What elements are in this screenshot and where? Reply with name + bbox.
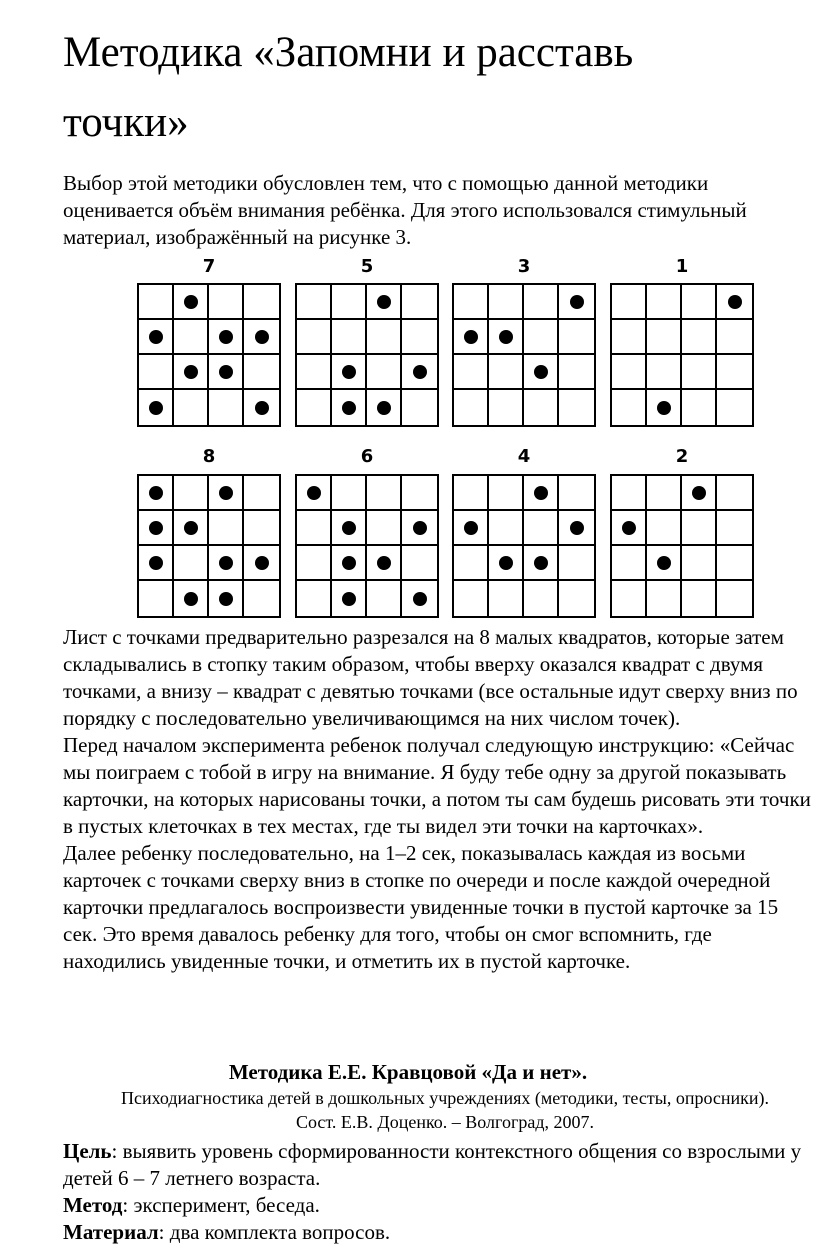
- grid-cell: [402, 546, 437, 581]
- grid-cell: [612, 581, 647, 616]
- card-number: 2: [675, 446, 689, 467]
- grid-cell: [139, 285, 174, 320]
- grid-cell: [612, 355, 647, 390]
- grid-cell: [209, 581, 244, 616]
- grid-cell: [367, 511, 402, 546]
- grid-cell: [297, 285, 332, 320]
- grid-cell: [367, 546, 402, 581]
- card-grid: [137, 474, 281, 618]
- grid-cell: [402, 511, 437, 546]
- grid-cell: [209, 355, 244, 390]
- dot-mark: [255, 330, 269, 344]
- grid-cell: [647, 390, 682, 425]
- dot-mark: [307, 486, 321, 500]
- grid-cell: [682, 355, 717, 390]
- grid-cell: [454, 581, 489, 616]
- card-grid: [610, 283, 754, 427]
- dot-mark: [149, 330, 163, 344]
- grid-cell: [297, 581, 332, 616]
- grid-cell: [489, 546, 524, 581]
- dot-mark: [149, 486, 163, 500]
- grid-cell: [174, 476, 209, 511]
- grid-cell: [402, 390, 437, 425]
- grid-cell: [647, 320, 682, 355]
- goal-field: [63, 1138, 813, 1192]
- dot-mark: [219, 486, 233, 500]
- grid-cell: [139, 511, 174, 546]
- dot-mark: [219, 330, 233, 344]
- card-number: 1: [675, 256, 689, 277]
- dot-mark: [342, 592, 356, 606]
- material-text: : два комплекта вопросов.: [158, 1220, 391, 1244]
- dot-mark: [219, 556, 233, 570]
- grid-cell: [174, 355, 209, 390]
- dot-mark: [342, 401, 356, 415]
- grid-cell: [402, 581, 437, 616]
- intro-paragraph: Выбор этой методики обусловлен тем, что с помощью данной методики оценивается объём внимания ребёнка. Для этого использовался стимульный материал, изображённый на рисунке 3.: [63, 171, 747, 249]
- dot-mark: [184, 521, 198, 535]
- grid-cell: [717, 581, 752, 616]
- dot-mark: [255, 401, 269, 415]
- grid-cell: [647, 511, 682, 546]
- grid-cell: [402, 320, 437, 355]
- grid-cell: [332, 581, 367, 616]
- dot-mark: [184, 592, 198, 606]
- dot-mark: [184, 295, 198, 309]
- card-number: 6: [360, 446, 374, 467]
- grid-cell: [297, 546, 332, 581]
- dot-mark: [657, 401, 671, 415]
- dot-mark: [342, 556, 356, 570]
- material-field: [63, 1219, 813, 1246]
- grid-cell: [682, 581, 717, 616]
- grid-cell: [524, 355, 559, 390]
- card-grid: [295, 474, 439, 618]
- grid-cell: [402, 285, 437, 320]
- grid-cell: [244, 355, 279, 390]
- grid-cell: [717, 390, 752, 425]
- grid-cell: [454, 285, 489, 320]
- dot-mark: [149, 401, 163, 415]
- dot-mark: [622, 521, 636, 535]
- card-number: 8: [202, 446, 216, 467]
- grid-cell: [524, 581, 559, 616]
- page-title: Методика «Запомни и расставь точки»: [63, 29, 634, 146]
- grid-cell: [174, 320, 209, 355]
- grid-cell: [612, 390, 647, 425]
- paragraph: Перед началом эксперимента ребенок получал следующую инструкцию: «Сейчас мы поиграем с тобой в игру на внимание. Я буду тебе одну за другой показывать карточки, на которых нарисованы точки, а потом ты сам будешь рисовать эти точки в пустых клеточках в тех местах, где ты видел эти точки на карточках».: [63, 733, 811, 838]
- grid-cell: [559, 320, 594, 355]
- grid-cell: [209, 546, 244, 581]
- grid-cell: [402, 355, 437, 390]
- grid-cell: [489, 476, 524, 511]
- grid-cell: [209, 390, 244, 425]
- method-label: Метод: [63, 1193, 123, 1217]
- grid-cell: [244, 581, 279, 616]
- grid-cell: [524, 320, 559, 355]
- grid-cell: [612, 320, 647, 355]
- grid-cell: [209, 511, 244, 546]
- grid-cell: [332, 476, 367, 511]
- card-number: 4: [517, 446, 531, 467]
- grid-cell: [559, 355, 594, 390]
- grid-cell: [559, 581, 594, 616]
- grid-cell: [174, 581, 209, 616]
- grid-cell: [647, 285, 682, 320]
- grid-cell: [209, 320, 244, 355]
- dot-mark: [692, 486, 706, 500]
- dot-mark: [464, 330, 478, 344]
- card-number: 3: [517, 256, 531, 277]
- paragraph: Далее ребенку последовательно, на 1–2 сек, показывалась каждая из восьми карточек с точками сверху вниз в стопке по очереди и после каждой очередной карточки предлагалось воспроизвести увиденные точки в пустой карточке за 15 сек. Это время давалось ребенку для того, чтобы он смог вспомнить, где находились увиденные точки, и отметить их в пустой карточке.: [63, 841, 779, 973]
- dot-mark: [534, 486, 548, 500]
- grid-cell: [454, 355, 489, 390]
- card-number: 7: [202, 256, 216, 277]
- dot-mark: [657, 556, 671, 570]
- grid-cell: [174, 390, 209, 425]
- grid-cell: [139, 476, 174, 511]
- grid-cell: [612, 476, 647, 511]
- grid-cell: [524, 546, 559, 581]
- dot-mark: [413, 365, 427, 379]
- grid-cell: [367, 581, 402, 616]
- grid-cell: [367, 390, 402, 425]
- dot-mark: [464, 521, 478, 535]
- grid-cell: [647, 546, 682, 581]
- grid-cell: [139, 320, 174, 355]
- goal-label: Цель: [63, 1139, 112, 1163]
- grid-cell: [332, 511, 367, 546]
- grid-cell: [139, 581, 174, 616]
- grid-cell: [454, 390, 489, 425]
- card-grid: [452, 474, 596, 618]
- grid-cell: [174, 285, 209, 320]
- section-title: Методика Е.Е. Кравцовой «Да и нет».: [228, 1060, 588, 1084]
- grid-cell: [297, 355, 332, 390]
- grid-cell: [139, 355, 174, 390]
- grid-cell: [682, 511, 717, 546]
- grid-cell: [647, 355, 682, 390]
- goal-text: : выявить уровень сформированности контекстного общения со взрослыми у детей 6 – 7 летнего возраста.: [63, 1139, 802, 1190]
- dot-mark: [570, 521, 584, 535]
- grid-cell: [332, 285, 367, 320]
- grid-cell: [367, 320, 402, 355]
- grid-cell: [612, 285, 647, 320]
- grid-cell: [489, 390, 524, 425]
- grid-cell: [297, 511, 332, 546]
- dot-mark: [499, 556, 513, 570]
- grid-cell: [647, 581, 682, 616]
- grid-cell: [612, 511, 647, 546]
- grid-cell: [489, 581, 524, 616]
- grid-cell: [647, 476, 682, 511]
- grid-cell: [612, 546, 647, 581]
- grid-cell: [489, 320, 524, 355]
- grid-cell: [209, 285, 244, 320]
- source-citation: Психодиагностика детей в дошкольных учреждениях (методики, тесты, опросники). Сост. Е.В. Доценко. – Волгоград, 2007.: [120, 1088, 770, 1132]
- grid-cell: [717, 511, 752, 546]
- grid-cell: [489, 355, 524, 390]
- dot-mark: [219, 592, 233, 606]
- dot-mark: [413, 521, 427, 535]
- grid-cell: [367, 285, 402, 320]
- grid-cell: [682, 285, 717, 320]
- grid-cell: [332, 320, 367, 355]
- dot-mark: [413, 592, 427, 606]
- dot-mark: [499, 330, 513, 344]
- dot-mark: [534, 556, 548, 570]
- grid-cell: [559, 511, 594, 546]
- dot-mark: [534, 365, 548, 379]
- grid-cell: [682, 546, 717, 581]
- dot-mark: [342, 365, 356, 379]
- dot-mark: [255, 556, 269, 570]
- grid-cell: [717, 285, 752, 320]
- grid-cell: [454, 476, 489, 511]
- grid-cell: [244, 285, 279, 320]
- dot-mark: [219, 365, 233, 379]
- dot-mark: [149, 521, 163, 535]
- dot-mark: [377, 295, 391, 309]
- grid-cell: [682, 320, 717, 355]
- card-grid: [295, 283, 439, 427]
- material-label: Материал: [63, 1220, 159, 1244]
- grid-cell: [209, 476, 244, 511]
- card-grid: [452, 283, 596, 427]
- paragraph: Лист с точками предварительно разрезался на 8 малых квадратов, которые затем складывались в стопку таким образом, чтобы вверху оказался квадрат с двумя точками, а внизу – квадрат с девятью точками (все остальные идут сверху вниз по порядку с последовательно увеличивающимся на них числом точек).: [63, 625, 798, 730]
- grid-cell: [402, 476, 437, 511]
- grid-cell: [297, 390, 332, 425]
- dot-mark: [728, 295, 742, 309]
- grid-cell: [244, 390, 279, 425]
- grid-cell: [454, 546, 489, 581]
- dot-mark: [377, 401, 391, 415]
- grid-cell: [244, 476, 279, 511]
- grid-cell: [682, 476, 717, 511]
- card-number: 5: [360, 256, 374, 277]
- grid-cell: [174, 546, 209, 581]
- grid-cell: [489, 511, 524, 546]
- dot-mark: [149, 556, 163, 570]
- grid-cell: [332, 355, 367, 390]
- grid-cell: [244, 320, 279, 355]
- procedure-text: [63, 624, 816, 975]
- grid-cell: [297, 476, 332, 511]
- grid-cell: [524, 285, 559, 320]
- grid-cell: [367, 476, 402, 511]
- grid-cell: [559, 285, 594, 320]
- grid-cell: [332, 390, 367, 425]
- grid-cell: [332, 546, 367, 581]
- grid-cell: [244, 546, 279, 581]
- method-field: [63, 1192, 813, 1219]
- grid-cell: [489, 285, 524, 320]
- grid-cell: [454, 511, 489, 546]
- grid-cell: [454, 320, 489, 355]
- grid-cell: [244, 511, 279, 546]
- card-grid: [610, 474, 754, 618]
- method-text: : эксперимент, беседа.: [122, 1193, 320, 1217]
- grid-cell: [524, 511, 559, 546]
- grid-cell: [524, 476, 559, 511]
- grid-cell: [139, 390, 174, 425]
- grid-cell: [717, 546, 752, 581]
- grid-cell: [297, 320, 332, 355]
- grid-cell: [682, 390, 717, 425]
- grid-cell: [717, 320, 752, 355]
- grid-cell: [559, 476, 594, 511]
- grid-cell: [559, 390, 594, 425]
- grid-cell: [524, 390, 559, 425]
- grid-cell: [174, 511, 209, 546]
- dot-mark: [570, 295, 584, 309]
- dot-mark: [377, 556, 391, 570]
- grid-cell: [717, 355, 752, 390]
- card-grid: [137, 283, 281, 427]
- grid-cell: [559, 546, 594, 581]
- dot-mark: [184, 365, 198, 379]
- grid-cell: [367, 355, 402, 390]
- dot-mark: [342, 521, 356, 535]
- grid-cell: [717, 476, 752, 511]
- grid-cell: [139, 546, 174, 581]
